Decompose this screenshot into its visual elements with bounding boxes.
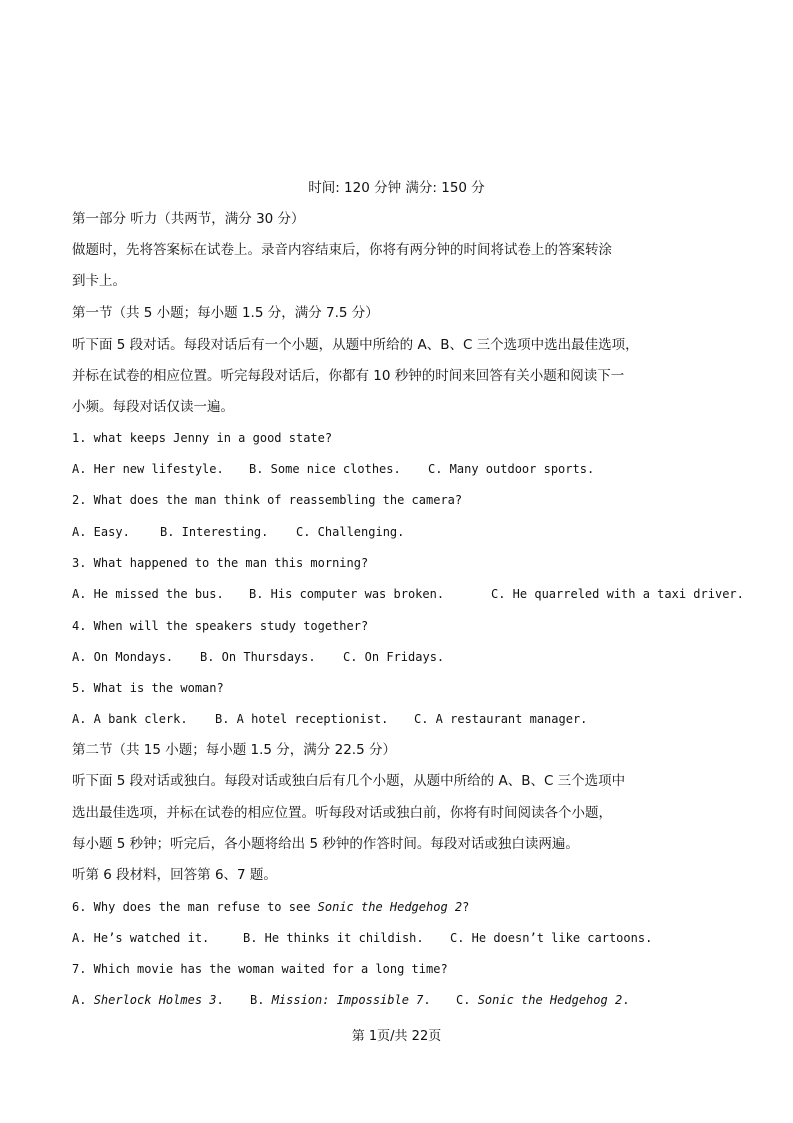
question-7-options	[72, 992, 629, 1008]
question-5-options	[72, 711, 587, 727]
question-3-options	[72, 586, 744, 602]
q1-option-a[interactable]: A. Her new lifestyle.	[72, 462, 224, 476]
q3-option-a[interactable]: A. He missed the bus.	[72, 587, 224, 601]
q2-option-c[interactable]: C. Challenging.	[296, 525, 405, 539]
question-3-stem: 3. What happened to the man this morning?	[72, 556, 369, 570]
exam-time-info: 时间: 120 分钟 满分: 150 分	[308, 180, 485, 196]
section2-instruction-line1: 听下面 5 段对话或独白。每段对话或独白后有几个小题，从题中所给的 A、B、C 三个选项中	[72, 773, 626, 789]
part1-instruction-line1: 做题时，先将答案标在试卷上。录音内容结束后，你将有两分钟的时间将试卷上的答案转涂	[72, 242, 612, 258]
q7-option-c[interactable]	[456, 992, 629, 1008]
q1-option-c[interactable]: C. Many outdoor sports.	[428, 462, 595, 476]
q4-option-c[interactable]: C. On Fridays.	[343, 650, 445, 664]
part1-instruction-line2: 到卡上。	[72, 273, 126, 289]
q7-option-a[interactable]	[72, 992, 250, 1008]
q6-option-a[interactable]: A. He’s watched it.	[72, 931, 210, 945]
question-6-stem	[72, 899, 469, 915]
question-4-stem: 4. When will the speakers study together?	[72, 619, 369, 633]
section1-instruction-line1: 听下面 5 段对话。每段对话后有一个小题，从题中所给的 A、B、C 三个选项中选出最佳选项，	[72, 337, 639, 353]
section2-instruction-line3: 每小题 5 秒钟；听完后，各小题将给出 5 秒钟的作答时间。每段对话或独白读两遍。	[72, 836, 579, 852]
q7-option-b-title: Mission: Impossible 7	[271, 993, 424, 1007]
question-7-stem: 7. Which movie has the woman waited for a long time?	[72, 962, 448, 976]
q5-option-c[interactable]: C. A restaurant manager.	[414, 712, 588, 726]
q6-stem-prefix: 6. Why does the man refuse to see	[72, 900, 318, 914]
question-2-stem: 2. What does the man think of reassembling the camera?	[72, 493, 463, 507]
q3-option-c[interactable]: C. He quarreled with a taxi driver.	[491, 587, 744, 601]
q7-option-c-label: C.	[456, 993, 478, 1007]
question-1-stem: 1. what keeps Jenny in a good state?	[72, 431, 333, 445]
page-number: 第 1页/共 22页	[351, 1029, 442, 1044]
section1-title: 第一节（共 5 小题；每小题 1.5 分，满分 7.5 分）	[72, 305, 379, 321]
q6-option-b[interactable]: B. He thinks it childish.	[243, 931, 424, 945]
q7-option-b-period: .	[423, 993, 431, 1007]
q6-option-c[interactable]: C. He doesn’t like cartoons.	[450, 931, 653, 945]
section2-title: 第二节（共 15 小题；每小题 1.5 分，满分 22.5 分）	[72, 742, 396, 758]
q5-option-b[interactable]: B. A hotel receptionist.	[215, 712, 389, 726]
question-2-options	[72, 524, 404, 540]
question-6-options	[72, 930, 652, 946]
question-4-options	[72, 649, 444, 665]
q7-option-c-period: .	[622, 993, 630, 1007]
q2-option-a[interactable]: A. Easy.	[72, 525, 130, 539]
q7-option-b-label: B.	[250, 993, 272, 1007]
question-5-stem: 5. What is the woman?	[72, 681, 224, 695]
q7-option-a-label: A.	[72, 993, 94, 1007]
q4-option-a[interactable]: A. On Mondays.	[72, 650, 174, 664]
q6-movie-title: Sonic the Hedgehog 2	[317, 900, 463, 914]
question-1-options	[72, 461, 594, 477]
q7-option-a-period: .	[216, 993, 224, 1007]
q1-option-b[interactable]: B. Some nice clothes.	[249, 462, 401, 476]
q2-option-b[interactable]: B. Interesting.	[160, 525, 269, 539]
q5-option-a[interactable]: A. A bank clerk.	[72, 712, 188, 726]
q7-option-a-title: Sherlock Holmes 3	[93, 993, 217, 1007]
q3-option-b[interactable]: B. His computer was broken.	[249, 587, 445, 601]
q7-option-c-title: Sonic the Hedgehog 2	[477, 993, 623, 1007]
section1-instruction-line3: 小频。每段对话仅读一遍。	[72, 399, 234, 415]
q6-stem-suffix: ?	[462, 900, 470, 914]
material-6-heading: 听第 6 段材料，回答第 6、7 题。	[72, 867, 277, 883]
q7-option-b[interactable]	[250, 992, 456, 1008]
part1-title: 第一部分 听力（共两节，满分 30 分）	[72, 211, 305, 227]
section1-instruction-line2: 并标在试卷的相应位置。听完每段对话后，你都有 10 秒钟的时间来回答有关小题和阅读下一	[72, 368, 625, 384]
section2-instruction-line2: 选出最佳选项，并标在试卷的相应位置。听每段对话或独白前，你将有时间阅读各个小题，	[72, 805, 612, 821]
q4-option-b[interactable]: B. On Thursdays.	[200, 650, 316, 664]
